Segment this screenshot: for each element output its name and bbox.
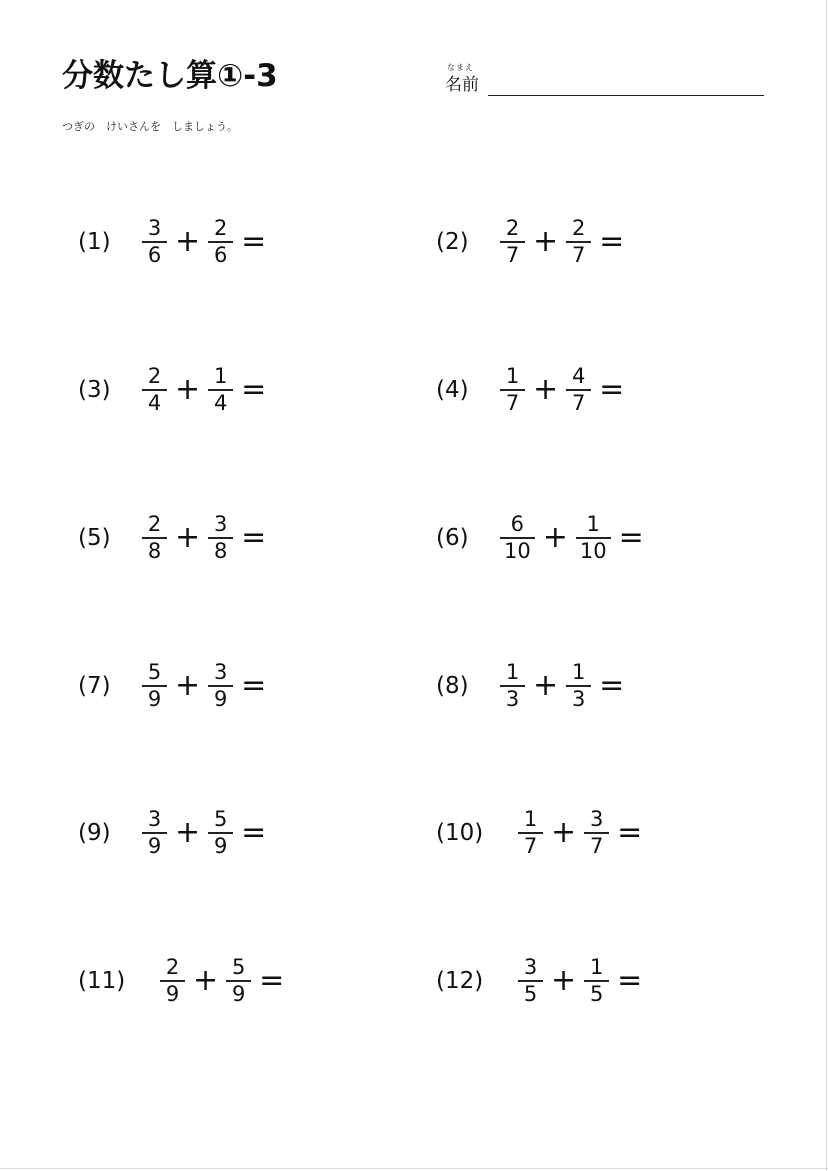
worksheet-title: 分数たし算①-3 — [62, 58, 278, 94]
equals-sign: = — [241, 520, 267, 555]
numerator: 2 — [147, 364, 162, 388]
denominator: 9 — [147, 834, 162, 858]
numerator: 5 — [231, 955, 246, 979]
numerator: 2 — [505, 216, 520, 240]
plus-sign: + — [551, 815, 577, 850]
denominator: 8 — [147, 539, 162, 563]
equals-sign: = — [599, 668, 625, 703]
plus-sign: + — [175, 224, 201, 259]
denominator: 3 — [571, 687, 586, 711]
denominator: 4 — [147, 391, 162, 415]
fraction-b — [210, 661, 231, 711]
fraction-b — [210, 365, 231, 415]
equals-sign: = — [617, 815, 643, 850]
denominator: 9 — [213, 687, 228, 711]
denominator: 8 — [213, 539, 228, 563]
fraction-b — [568, 217, 589, 267]
plus-sign: + — [175, 815, 201, 850]
denominator: 5 — [523, 982, 538, 1006]
problem-number: (12) — [436, 968, 484, 994]
fraction-b — [568, 661, 589, 711]
denominator: 4 — [213, 391, 228, 415]
denominator: 5 — [589, 982, 604, 1006]
numerator: 3 — [147, 807, 162, 831]
name-label: 名前 — [445, 75, 479, 95]
equals-sign: = — [599, 372, 625, 407]
numerator: 1 — [586, 512, 600, 536]
numerator: 1 — [571, 660, 586, 684]
problem-3 — [78, 362, 266, 418]
problem-7 — [78, 658, 266, 714]
denominator: 7 — [589, 834, 604, 858]
equals-sign: = — [617, 963, 643, 998]
plus-sign: + — [175, 520, 201, 555]
denominator: 6 — [147, 243, 162, 267]
equals-sign: = — [241, 224, 267, 259]
problem-number: (4) — [436, 377, 469, 403]
problem-2 — [436, 214, 624, 270]
denominator: 7 — [571, 391, 586, 415]
denominator: 7 — [523, 834, 538, 858]
plus-sign: + — [533, 372, 559, 407]
denominator: 3 — [505, 687, 520, 711]
denominator: 9 — [165, 982, 180, 1006]
problem-10 — [436, 805, 642, 861]
numerator: 3 — [523, 955, 538, 979]
problem-9 — [78, 805, 266, 861]
problem-number: (7) — [78, 673, 111, 699]
numerator: 1 — [505, 660, 520, 684]
instruction-text: つぎの けいさんを しましょう。 — [62, 120, 238, 133]
numerator: 2 — [213, 216, 228, 240]
problem-number: (2) — [436, 229, 469, 255]
fraction-b — [210, 217, 231, 267]
plus-sign: + — [533, 224, 559, 259]
fraction-b — [210, 808, 231, 858]
denominator: 9 — [231, 982, 246, 1006]
equals-sign: = — [241, 372, 267, 407]
page-edge — [826, 0, 827, 1171]
denominator: 10 — [579, 539, 607, 563]
fraction-a — [502, 513, 533, 563]
problem-number: (9) — [78, 820, 111, 846]
fraction-b — [228, 956, 249, 1006]
numerator: 5 — [147, 660, 162, 684]
problem-number: (10) — [436, 820, 484, 846]
fraction-a — [144, 217, 165, 267]
denominator: 9 — [147, 687, 162, 711]
equals-sign: = — [618, 520, 644, 555]
fraction-a — [520, 956, 541, 1006]
problem-8 — [436, 658, 624, 714]
plus-sign: + — [193, 963, 219, 998]
plus-sign: + — [533, 668, 559, 703]
denominator: 6 — [213, 243, 228, 267]
problem-number: (1) — [78, 229, 111, 255]
numerator: 6 — [510, 512, 525, 536]
denominator: 9 — [213, 834, 228, 858]
problem-number: (5) — [78, 525, 111, 551]
plus-sign: + — [551, 963, 577, 998]
plus-sign: + — [542, 520, 568, 555]
fraction-a — [144, 365, 165, 415]
numerator: 3 — [213, 660, 228, 684]
name-ruby: なまえ — [447, 63, 474, 72]
fraction-b — [586, 956, 607, 1006]
denominator: 7 — [571, 243, 586, 267]
numerator: 3 — [213, 512, 228, 536]
numerator: 1 — [523, 807, 538, 831]
problem-number: (8) — [436, 673, 469, 699]
problem-6 — [436, 510, 644, 566]
problem-5 — [78, 510, 266, 566]
denominator: 7 — [505, 391, 520, 415]
fraction-b — [568, 365, 589, 415]
fraction-a — [502, 365, 523, 415]
numerator: 1 — [589, 955, 604, 979]
numerator: 2 — [571, 216, 586, 240]
fraction-a — [162, 956, 183, 1006]
fraction-a — [520, 808, 541, 858]
equals-sign: = — [241, 815, 267, 850]
numerator: 2 — [165, 955, 180, 979]
fraction-a — [144, 661, 165, 711]
plus-sign: + — [175, 372, 201, 407]
plus-sign: + — [175, 668, 201, 703]
fraction-a — [144, 513, 165, 563]
numerator: 3 — [147, 216, 162, 240]
page-edge — [0, 1168, 828, 1169]
fraction-a — [502, 661, 523, 711]
problem-number: (3) — [78, 377, 111, 403]
problem-12 — [436, 953, 642, 1009]
numerator: 5 — [213, 807, 228, 831]
numerator: 1 — [505, 364, 520, 388]
fraction-b — [210, 513, 231, 563]
fraction-a — [502, 217, 523, 267]
problem-number: (11) — [78, 968, 126, 994]
equals-sign: = — [599, 224, 625, 259]
numerator: 1 — [213, 364, 228, 388]
denominator: 7 — [505, 243, 520, 267]
equals-sign: = — [241, 668, 267, 703]
fraction-b — [578, 513, 609, 563]
fraction-a — [144, 808, 165, 858]
problem-4 — [436, 362, 624, 418]
numerator: 2 — [147, 512, 162, 536]
name-field[interactable] — [488, 95, 764, 96]
problem-1 — [78, 214, 266, 270]
problem-number: (6) — [436, 525, 469, 551]
problem-11 — [78, 953, 284, 1009]
numerator: 4 — [571, 364, 586, 388]
numerator: 3 — [589, 807, 604, 831]
fraction-b — [586, 808, 607, 858]
denominator: 10 — [504, 539, 531, 563]
equals-sign: = — [259, 963, 285, 998]
